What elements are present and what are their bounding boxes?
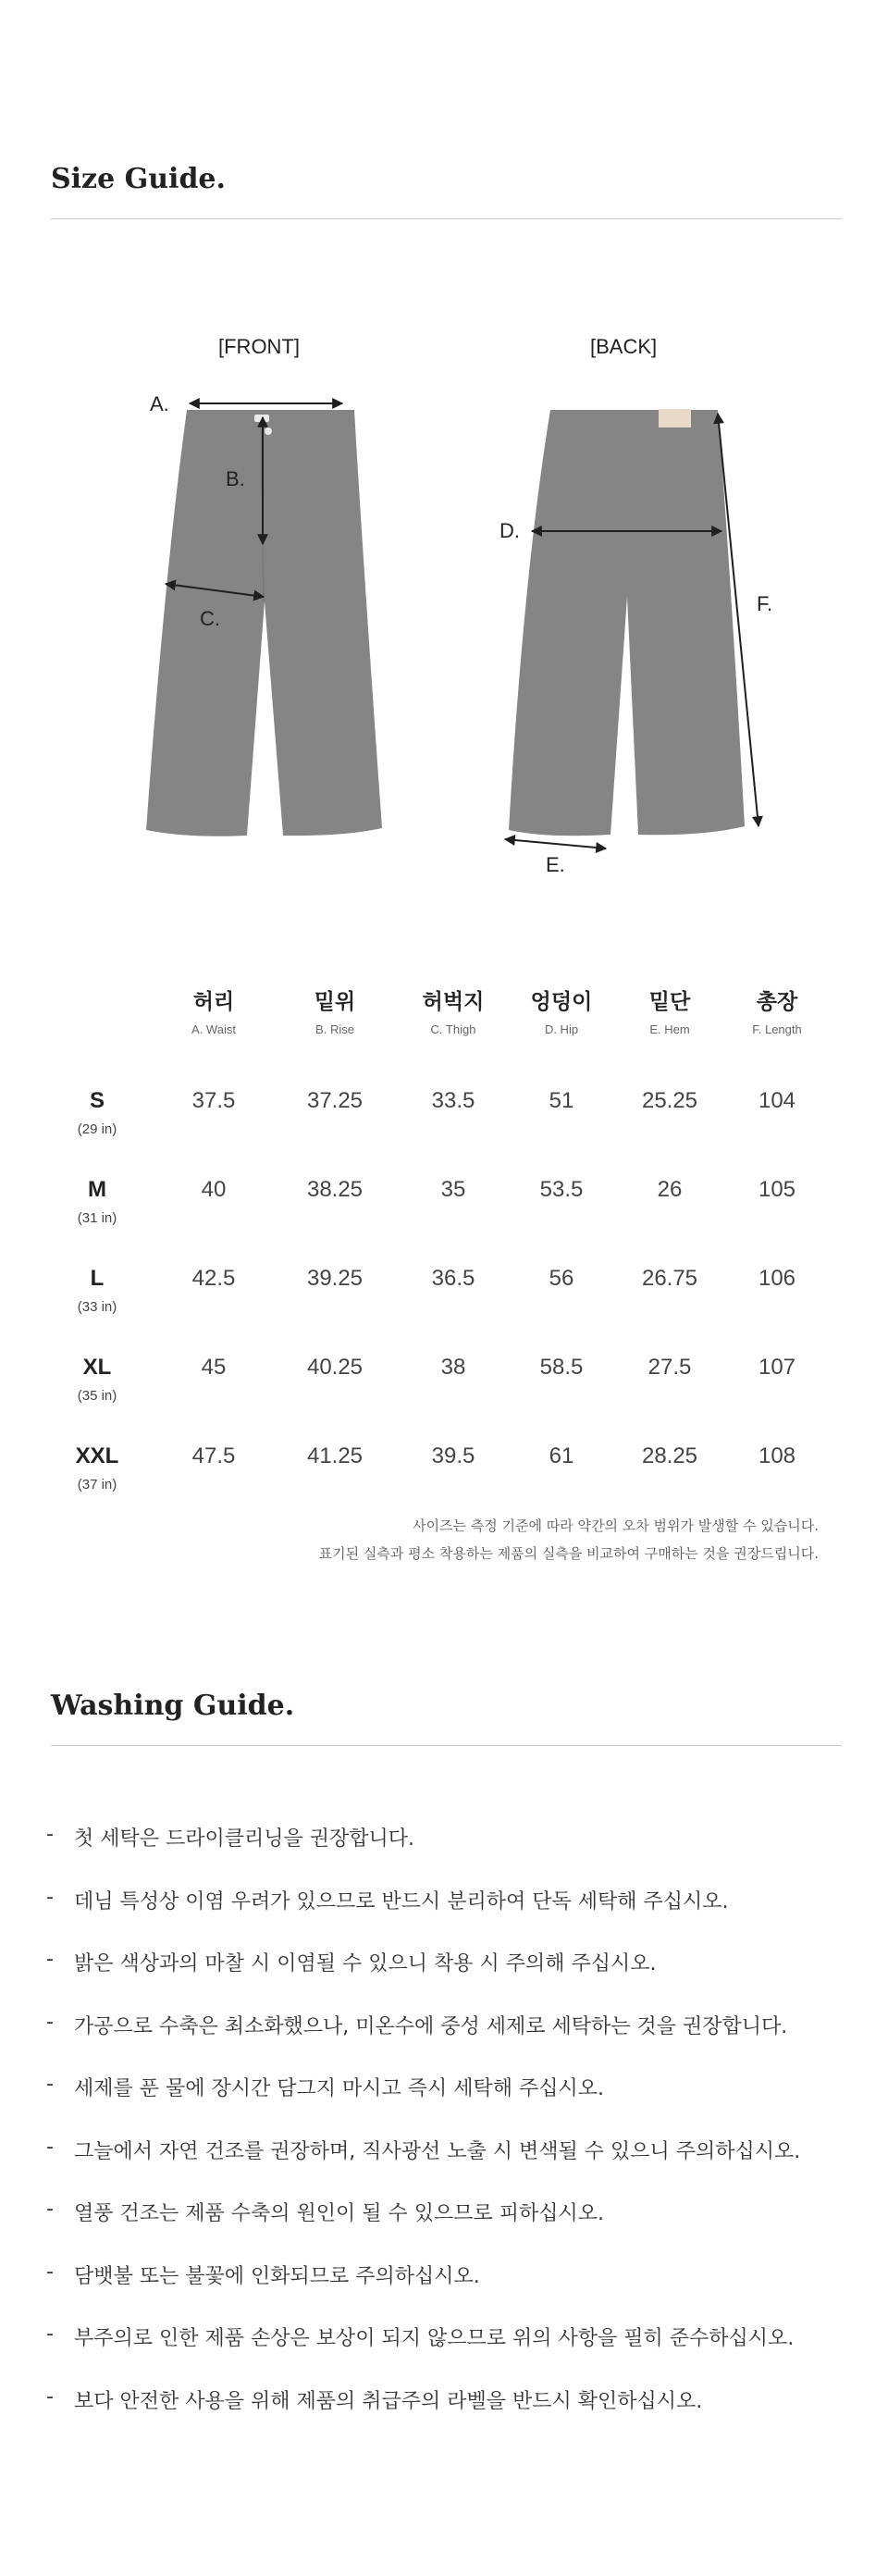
table-cell: 38.25 (306, 1177, 364, 1202)
list-item: - 열풍 건조는 제품 수축의 원인이 될 수 있으므로 피하십시오. (46, 2198, 604, 2225)
measure-letter-e: E. (546, 853, 565, 876)
list-item: - 가공으로 수축은 최소화했으나, 미온수에 중성 세제로 세탁하는 것을 권장합니다. (46, 2010, 788, 2038)
front-label: [FRONT] (218, 335, 300, 358)
row-size-l: L (33 in) (77, 1266, 117, 1315)
list-item: - 부주의로 인한 제품 손상은 보상이 되지 않으므로 위의 사항을 필히 준수하십시오. (46, 2322, 795, 2350)
row-size-xl: XL (35 in) (77, 1355, 117, 1404)
table-cell: 58.5 (539, 1355, 584, 1380)
measure-letter-d: D. (500, 519, 520, 542)
table-cell: 36.5 (431, 1266, 475, 1291)
table-cell: 38 (440, 1355, 466, 1380)
table-cell: 33.5 (431, 1088, 475, 1113)
table-cell: 106 (758, 1266, 796, 1291)
table-cell: 25.25 (641, 1088, 698, 1113)
row-size-s: S (29 in) (77, 1088, 117, 1137)
table-cell: 104 (758, 1088, 796, 1113)
table-cell: 41.25 (306, 1443, 364, 1468)
table-cell: 105 (758, 1177, 796, 1202)
size-note-2: 표기된 실측과 평소 착용하는 제품의 실측을 비교하여 구매하는 것을 권장드립니다. (318, 1545, 819, 1562)
back-label: [BACK] (590, 335, 658, 358)
washing-instructions-list (46, 1823, 860, 2447)
col-head-rise: 밑위 B. Rise (314, 990, 356, 1036)
table-cell: 39.5 (431, 1443, 475, 1468)
table-cell: 51 (549, 1088, 574, 1113)
row-size-xxl: XXL (37 in) (75, 1443, 119, 1492)
pants-diagram (0, 315, 888, 888)
size-guide-title: Size Guide. (51, 163, 226, 195)
col-head-hem: 밑단 E. Hem (648, 990, 691, 1036)
measure-letter-a: A. (150, 392, 169, 415)
table-cell: 53.5 (539, 1177, 584, 1202)
list-item: - 그늘에서 자연 건조를 권장하며, 직사광선 노출 시 변색될 수 있으니 주의하십시오. (46, 2135, 801, 2163)
size-guide-divider (51, 218, 842, 219)
col-head-thigh: 허벅지 C. Thigh (422, 990, 485, 1036)
col-head-length: 총장 F. Length (752, 990, 802, 1036)
table-cell: 40 (201, 1177, 227, 1202)
table-cell: 40.25 (306, 1355, 364, 1380)
table-cell: 108 (758, 1443, 796, 1468)
measure-letter-c: C. (200, 607, 220, 630)
table-cell: 37.5 (191, 1088, 236, 1113)
washing-guide-title: Washing Guide. (51, 1690, 295, 1722)
size-notes (319, 1512, 819, 1567)
table-cell: 61 (549, 1443, 574, 1468)
table-cell: 35 (440, 1177, 466, 1202)
brand-label-patch (659, 409, 691, 427)
measure-letter-b: B. (226, 467, 245, 490)
table-cell: 42.5 (191, 1266, 236, 1291)
table-cell: 26.75 (641, 1266, 698, 1291)
list-item: - 세제를 푼 물에 장시간 담그지 마시고 즉시 세탁해 주십시오. (46, 2073, 604, 2100)
front-pants-illustration (146, 410, 382, 836)
measure-line-e (505, 839, 606, 848)
table-cell: 28.25 (641, 1443, 698, 1468)
table-cell: 37.25 (306, 1088, 364, 1113)
table-cell: 27.5 (648, 1355, 692, 1380)
table-cell: 56 (549, 1266, 574, 1291)
washing-guide-divider (51, 1745, 842, 1746)
table-cell: 107 (758, 1355, 796, 1380)
list-item: - 담뱃불 또는 불꽃에 인화되므로 주의하십시오. (46, 2260, 480, 2288)
table-cell: 45 (201, 1355, 227, 1380)
back-pants-illustration (509, 409, 745, 836)
table-cell: 47.5 (191, 1443, 236, 1468)
size-note-1: 사이즈는 측정 기준에 따라 약간의 오차 범위가 발생할 수 있습니다. (413, 1517, 819, 1534)
list-item: - 데님 특성상 이염 우려가 있으므로 반드시 분리하여 단독 세탁해 주십시오. (46, 1885, 729, 1913)
list-item: - 보다 안전한 사용을 위해 제품의 취급주의 라벨을 반드시 확인하십시오. (46, 2384, 703, 2413)
table-cell: 39.25 (306, 1266, 364, 1291)
list-item: - 첫 세탁은 드라이클리닝을 권장합니다. (46, 1823, 415, 1851)
measure-letter-f: F. (757, 592, 773, 615)
list-item: - 밝은 색상과의 마찰 시 이염될 수 있으니 착용 시 주의해 주십시오. (46, 1948, 657, 1975)
table-cell: 26 (657, 1177, 683, 1202)
row-size-m: M (31 in) (77, 1177, 117, 1226)
col-head-waist: 허리 A. Waist (191, 990, 236, 1036)
col-head-hip: 엉덩이 D. Hip (530, 990, 593, 1036)
